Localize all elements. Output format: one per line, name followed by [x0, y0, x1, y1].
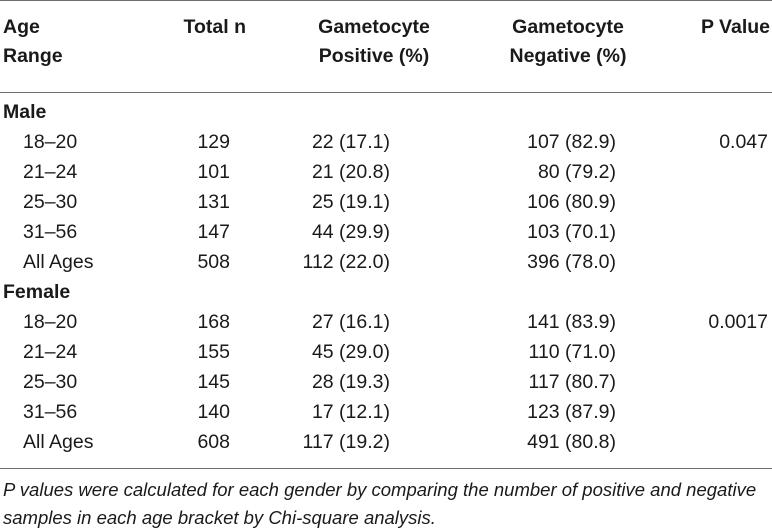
header-p-value: P Value	[700, 16, 770, 38]
header-negative-line-1: Gametocyte	[512, 16, 624, 38]
cell-total-n: 145	[197, 371, 230, 393]
cell-gametocyte-negative: 141 (83.9)	[527, 311, 616, 333]
cell-age-range: 31–56	[23, 221, 78, 243]
cell-gametocyte-negative: 491 (80.8)	[527, 431, 616, 453]
cell-total-n: 608	[197, 431, 230, 453]
cell-gametocyte-positive: 21 (20.8)	[311, 161, 390, 183]
cell-p-value: 0.0017	[708, 311, 768, 333]
cell-total-n: 147	[197, 221, 230, 243]
header-negative-line-2: Negative (%)	[509, 45, 627, 67]
header-age-line-1: Age	[3, 16, 40, 38]
cell-total-n: 168	[197, 311, 230, 333]
cell-gametocyte-negative: 107 (82.9)	[527, 131, 616, 153]
cell-age-range: 31–56	[23, 401, 78, 423]
cell-total-n: 508	[197, 251, 230, 273]
cell-total-n: 155	[197, 341, 230, 363]
cell-total-n: 101	[197, 161, 230, 183]
cell-gametocyte-negative: 80 (79.2)	[537, 161, 616, 183]
cell-age-range: All Ages	[23, 251, 94, 273]
cell-age-range: All Ages	[23, 431, 94, 453]
cell-p-value: 0.047	[719, 131, 768, 153]
cell-gametocyte-positive: 22 (17.1)	[311, 131, 390, 153]
cell-gametocyte-positive: 25 (19.1)	[311, 191, 390, 213]
group-label: Male	[3, 101, 47, 123]
cell-age-range: 25–30	[23, 371, 78, 393]
table-footnote: P values were calculated for each gender by comparing the number of positive and negative samples in each age bracket by Chi-square analysis.	[3, 479, 757, 528]
cell-gametocyte-positive: 44 (29.9)	[311, 221, 390, 243]
cell-gametocyte-negative: 110 (71.0)	[528, 341, 616, 363]
cell-total-n: 129	[197, 131, 230, 153]
table-top-rule	[0, 0, 772, 1]
cell-age-range: 18–20	[23, 311, 78, 333]
cell-gametocyte-negative: 396 (78.0)	[527, 251, 616, 273]
group-label: Female	[3, 281, 71, 303]
cell-gametocyte-negative: 117 (80.7)	[528, 371, 616, 393]
cell-age-range: 25–30	[23, 191, 78, 213]
cell-gametocyte-positive: 17 (12.1)	[311, 401, 390, 423]
cell-gametocyte-positive: 117 (19.2)	[302, 431, 390, 453]
table-bottom-rule	[0, 468, 772, 469]
cell-gametocyte-positive: 28 (19.3)	[311, 371, 390, 393]
cell-gametocyte-negative: 106 (80.9)	[527, 191, 616, 213]
cell-total-n: 140	[197, 401, 230, 423]
cell-age-range: 21–24	[23, 161, 78, 183]
cell-gametocyte-positive: 45 (29.0)	[311, 341, 390, 363]
header-rule	[0, 92, 772, 93]
cell-gametocyte-negative: 103 (70.1)	[527, 221, 616, 243]
cell-gametocyte-negative: 123 (87.9)	[527, 401, 616, 423]
header-positive-line-2: Positive (%)	[318, 45, 430, 67]
cell-gametocyte-positive: 112 (22.0)	[302, 251, 390, 273]
cell-total-n: 131	[197, 191, 230, 213]
header-positive-line-1: Gametocyte	[318, 16, 430, 38]
cell-age-range: 21–24	[23, 341, 78, 363]
cell-gametocyte-positive: 27 (16.1)	[311, 311, 390, 333]
header-age-line-2: Range	[3, 45, 63, 67]
cell-age-range: 18–20	[23, 131, 78, 153]
header-total-n: Total n	[183, 16, 246, 38]
